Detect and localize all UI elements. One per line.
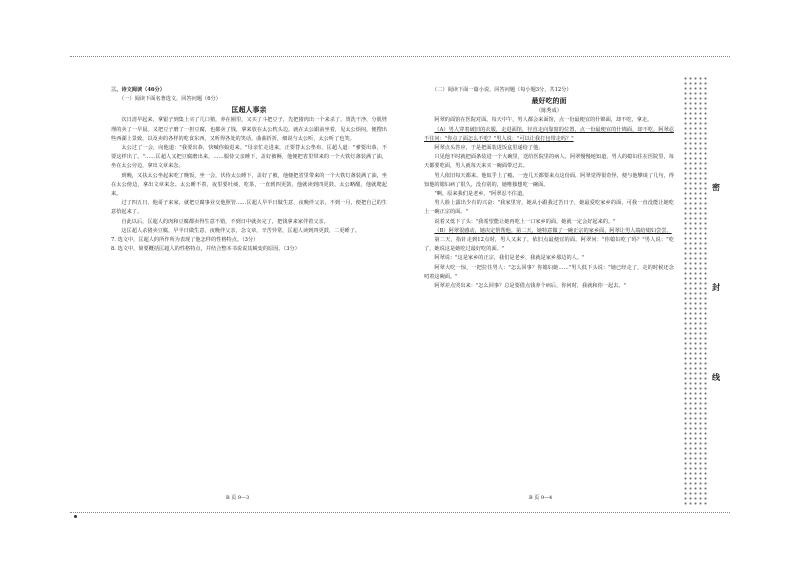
passage-paragraph: 次日清早起来，拿银子到集上买了几口猪，养在圈里，又买了斗把豆子，先把猪肉出一个来杀了，烫洗干净，分肌劈理的卖了一早晨。又把豆子磨了一担豆腐，也都卖了钱，拿来放在太公枕头边。就在太公跟前坐着，见太公烦闷，便搜出些西湖上景致，以及卖的各样的吃食东西，又听得各处的笑话，曲曲折折，细说与太公听，太公听了也笑。 — [111, 117, 387, 142]
story-paragraph: 阿翠的面馆在医院对面。每天中午，男人都会来面馆，点一份最便宜的什锦面，却不吃，拿走。 — [434, 117, 653, 124]
story-paragraph-a: （A）男人穿着破旧的衣服，走进面馆，径直走向靠窗的位置，点一份最便宜的什锦面，却不吃。阿翠忍不住问："你点了面怎么不吃？"男人说："可以让我打包带走吗？" — [424, 126, 674, 142]
subsection-heading: （一）阅读下面名著选文，回答问题（6分） — [119, 96, 221, 103]
bottom-dotted-border — [70, 512, 730, 513]
passage-closing: 这匡超人杀猪卖豆腐，早半日做生意，夜晚伴父亲，念文章，辛苦异常，匡超人读到四更鼓，二更睡了。 — [121, 227, 361, 234]
binding-label: 线 — [712, 372, 720, 382]
passage-title: 匡超人事亲 — [231, 105, 267, 115]
passage-paragraph: 太公过了一会，向他道："我要出恭，快喊你娘进来。"母亲忙走进来，正要替太公垫布，匡超人道："爹要出恭，不要这样出了。"……匡超人又把豆腐磨出来，……服侍父亲睡下，盖好被褥，他便把省里带来的一个大铁灯盏装满了油，坐在太公旁边，拿出文章来念。 — [111, 145, 387, 170]
binding-label: 封 — [712, 282, 720, 292]
section-heading: 三、诗文阅读（46分） — [111, 87, 165, 93]
story-paragraph: 阿翠点头答应，于是把面装进饭盒里递给了他。 — [434, 145, 544, 152]
passage-paragraph: 过了四五日，他哥子来家，就把豆腐事业交他照管……匡超人早半日做生意，夜晚伴父亲，不到一月，便把自己的生意拾起来了。 — [111, 200, 387, 216]
story-paragraph: 说着又低下了头："我希望能让她再吃上一口家乡的面，她就一定会好起来的。" — [434, 218, 616, 225]
question-7: 7. 选文中，匡超人的所作所为表现了他怎样的性格特点。（3分） — [111, 237, 259, 244]
story-paragraph: 第二天，指针走到12点时，男人又来了，依旧点最便宜的面。阿翠问："你媳妇吃了吗？"男人说："吃了，她说这是她吃过最好吃的面。" — [424, 237, 674, 253]
page-footer-left: B 页 9—3 — [226, 495, 250, 501]
binding-pattern — [683, 76, 709, 506]
passage-paragraph: 自此以后，匡超人的肉和豆腐都卖得生意不错，不到日中就卖完了，把钱拿来家伴着父亲。 — [121, 218, 329, 225]
question-8: 8. 选文中，简要概括匡超人的性格特点，并结合整本书说说其蜕变的原因。（3分） — [111, 246, 300, 253]
passage-paragraph: 到晚，又扶太公坐起来吃了晚饭，坐一会，伏侍太公睡下，盖好了被，他便把省里带来的一个大铁灯盏装满了油，坐在太公傍边，拿出文章来念。太公睡不着，夜里要吐痰，吃茶，一直到四更鼓，他就读到四更鼓。太公略醒，他就爬起来。 — [111, 172, 387, 198]
story-paragraph: 男人脸上露出少有的兴奋："我家里穷，她从小跟我过苦日子，她最爱吃家乡的面，可我一直没能让她吃上一碗正宗的面。" — [424, 200, 674, 216]
right-column — [424, 86, 674, 291]
binding-label: 密 — [712, 182, 720, 192]
corner-mark — [74, 515, 77, 518]
story-paragraph: 阿翠差点哭出来："怎么回事？总是要借点钱养个病后，你何时，我就和你一起去。" — [434, 283, 626, 290]
story-title: 最好吃的面 — [531, 96, 567, 106]
story-paragraph: 男人依旧每天都来。他似乎上了瘾，一连几天都要来点这份面，阿翠觉得很奇怪，便与他攀谈了几句，得知他的媳妇病了很久，没有别的，她唯独想吃一碗面。 — [424, 172, 674, 188]
story-paragraph-b: （B）阿翠很感动，她决定帮帮他。第二天，她特意做了一碗正宗的家乡面，阿翠让男人端给媳妇尝尝。 — [434, 227, 672, 234]
subsection-heading: （二）阅读下面一篇小说，回答问题（每小题3分，共12分） — [432, 87, 572, 93]
page-footer-right: B 页 9—4 — [529, 495, 553, 501]
story-paragraph: 只见他不时就把面条装进一个大碗里，送给医院里的病人。阿翠慢慢地知道，男人的媳妇住在医院里，每天都要吃面，男人就每天来买一碗面带过去。 — [424, 154, 674, 170]
left-column — [111, 86, 387, 254]
story-paragraph: 阿翠说："这是家乡的正宗，我们是老乡，我就是家乡那边的人。" — [434, 255, 585, 262]
story-paragraph: "啊，原来我们是老乡。"阿翠忍不住道。 — [434, 191, 528, 198]
top-dotted-border — [70, 56, 730, 57]
story-paragraph: 阿翠大吃一惊，一把拉住男人："怎么回事？你媳妇她……"男人低下头说："她已经走了，走的时候还念叨着这碗面。" — [424, 264, 674, 280]
story-author: （陈秀成） — [536, 108, 562, 115]
